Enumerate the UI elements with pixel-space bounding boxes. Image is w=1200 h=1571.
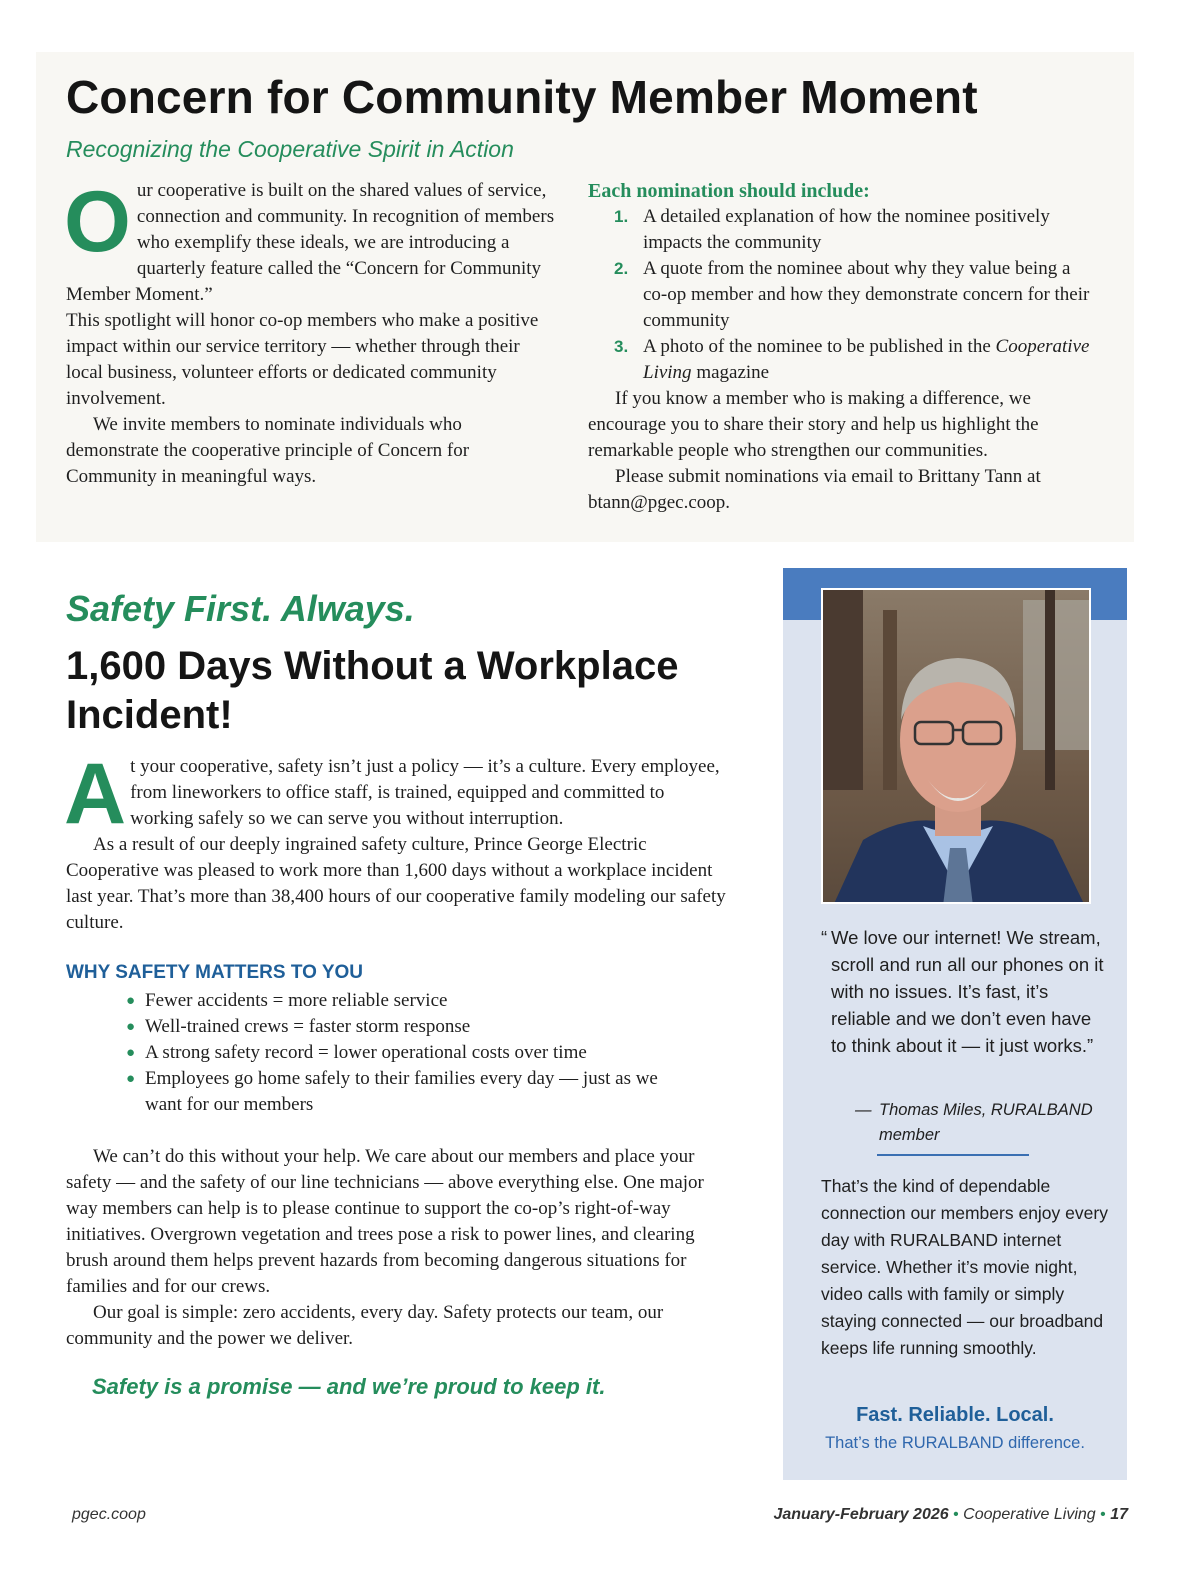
footer-issue: January-February 2026	[773, 1506, 949, 1523]
safety-paragraph-1: t your cooperative, safety isn’t just a policy — it’s a culture. Every employee, from lineworkers to office staff, is trained, equipped and committed to working safely so we can serve you without interruption.	[130, 756, 720, 829]
member-moment-title: Concern for Community Member Moment	[66, 71, 978, 123]
why-safety-heading: WHY SAFETY MATTERS TO YOU	[66, 962, 363, 983]
member-quote	[821, 924, 1111, 1059]
bullet-icon: ●	[126, 1045, 136, 1061]
why-safety-list	[66, 988, 686, 1118]
list-item-text: Employees go home safely to their families every day — just as we want for our members	[145, 1068, 658, 1115]
nomination-number: 3.	[614, 337, 629, 356]
page-number: 17	[1110, 1506, 1128, 1523]
footer-issue-info	[773, 1506, 1128, 1524]
nomination-text: A quote from the nominee about why they value being a co-op member and how they demonstrate concern for their community	[643, 258, 1090, 331]
bullet-icon: ●	[126, 1019, 136, 1035]
list-item-text: Well-trained crews = faster storm response	[145, 1016, 471, 1037]
nomination-heading: Each nomination should include:	[588, 180, 870, 202]
safety-intro	[64, 746, 726, 936]
attribution-dash: —	[855, 1101, 872, 1119]
submit-paragraph: Please submit nominations via email to Brittany Tann at btann@pgec.coop.	[588, 466, 1041, 513]
intro-paragraph: ur cooperative is built on the shared values of service, connection and community. In recognition of members who exemplify these ideals, we are introducing a quarterly feature called the “Concern for Community Member Moment.”	[66, 180, 555, 305]
separator-icon: •	[953, 1506, 959, 1523]
bullet-icon: ●	[126, 993, 136, 1009]
sidebar-tagline: Fast. Reliable. Local.	[856, 1404, 1054, 1426]
safety-title: 1,600 Days Without a Workplace Incident!	[66, 644, 679, 737]
nomination-text: A photo of the nominee to be published in the	[643, 336, 996, 357]
safety-closing	[66, 1144, 726, 1352]
list-item-text: Fewer accidents = more reliable service	[145, 990, 448, 1011]
separator-icon: •	[1100, 1506, 1106, 1523]
quote-mark: “	[821, 927, 828, 948]
nomination-list	[588, 204, 1098, 386]
divider	[877, 1154, 1029, 1156]
nomination-text: A detailed explanation of how the nominee positively impacts the community	[643, 206, 1050, 253]
list-item	[66, 1040, 686, 1066]
nomination-item	[588, 334, 1098, 386]
nomination-item	[588, 204, 1098, 256]
list-item-text: A strong safety record = lower operational costs over time	[145, 1042, 587, 1063]
safety-paragraph-4: Our goal is simple: zero accidents, every day. Safety protects our team, our community and the power we deliver.	[66, 1302, 664, 1349]
invite-paragraph: We invite members to nominate individuals who demonstrate the cooperative principle of Concern for Community in meaningful ways.	[66, 414, 470, 487]
nomination-number: 1.	[614, 207, 629, 226]
list-item	[66, 1014, 686, 1040]
nomination-item	[588, 256, 1098, 334]
member-moment-right-column	[588, 178, 1098, 516]
footer-website: pgec.coop	[72, 1506, 146, 1523]
drop-cap: O	[64, 174, 131, 270]
member-photo	[821, 588, 1091, 904]
spotlight-paragraph: This spotlight will honor co-op members who make a positive impact within our service territory — whether through their local business, volunteer efforts or dedicated community involvement.	[66, 310, 539, 409]
quote-text: We love our internet! We stream, scroll and run all our phones on it with no issues. It’s fast, it’s reliable and we don’t even have to think about it — it just works.”	[831, 927, 1104, 1056]
member-moment-subtitle: Recognizing the Cooperative Spirit in Action	[66, 136, 514, 162]
encourage-paragraph: If you know a member who is making a difference, we encourage you to share their story and help us highlight the remarkable people who strengthen our communities.	[588, 388, 1039, 461]
safety-kicker: Safety First. Always.	[66, 588, 415, 629]
list-item	[66, 1066, 686, 1118]
safety-paragraph-2: As a result of our deeply ingrained safety culture, Prince George Electric Cooperative was pleased to work more than 1,600 days without a workplace incident last year. That’s more than 38,400 hours of our cooperative family modeling our safety culture.	[66, 834, 726, 933]
bullet-icon: ●	[126, 1071, 136, 1087]
sidebar-body: That’s the kind of dependable connection our members enjoy every day with RURALBAND internet service. Whether it’s movie night, video calls with family or simply staying connected — our broadband keeps life running smoothly.	[821, 1176, 1108, 1358]
nomination-text-end: magazine	[691, 362, 770, 383]
ruralband-sidebar	[783, 568, 1127, 1480]
list-item	[66, 988, 686, 1014]
footer-magazine: Cooperative Living	[963, 1506, 1096, 1523]
nomination-number: 2.	[614, 259, 629, 278]
quote-attribution	[855, 1098, 1095, 1148]
sidebar-tagline-sub: That’s the RURALBAND difference.	[825, 1434, 1085, 1452]
attribution-text: Thomas Miles, RURALBAND member	[879, 1101, 1093, 1144]
member-moment-left-column	[64, 174, 556, 490]
safety-promise: Safety is a promise — and we’re proud to keep it.	[92, 1374, 606, 1399]
safety-paragraph-3: We can’t do this without your help. We care about our members and place your safety — and the safety of our line technicians — above everything else. One major way members can help is to please continue to support the co-op’s right-of-way initiatives. Overgrown vegetation and trees pose a risk to power lines, and clearing brush around them helps prevent hazards from becoming dangerous situations for families and for our crews.	[66, 1146, 704, 1297]
magazine-name: Cooperative Living	[643, 336, 1090, 383]
drop-cap: A	[64, 746, 127, 842]
